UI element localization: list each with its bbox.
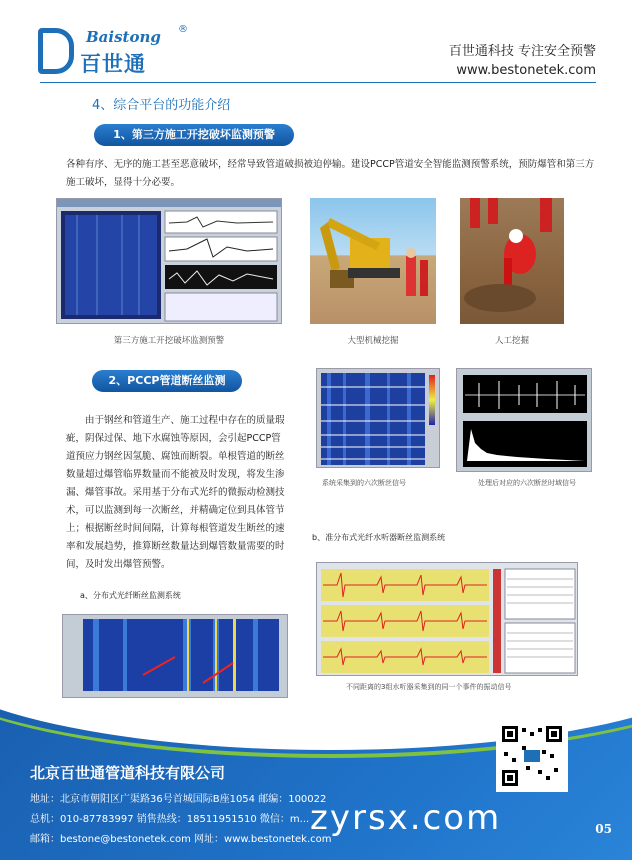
logo-cn: 百世通 bbox=[80, 52, 146, 76]
section-title: 4、综合平台的功能介绍 bbox=[92, 98, 231, 113]
subhead-b: b、准分布式光纤水听器断丝监测系统 bbox=[312, 533, 446, 542]
logo-script: Baistong bbox=[86, 28, 161, 46]
caption-hydrophone: 不同距离的3组水听器采集到的同一个事件的振动信号 bbox=[346, 683, 512, 691]
slogan-text: 百世通科技 专注安全预警 bbox=[448, 44, 596, 59]
qr-code-image bbox=[496, 720, 568, 792]
page-number: 05 bbox=[595, 822, 612, 836]
footer-phone: 总机：010-87783997 销售热线：18511951510 微信：m... bbox=[30, 814, 310, 825]
sub2-paragraph: 由于钢丝和管道生产、施工过程中存在的质量瑕疵，阴保过保、地下水腐蚀等原因，会引起PCCP管道预应力钢丝因氢脆、腐蚀而断裂。单根管道的断丝数量超过爆管临界数量而不能被及时发现，将发生渗漏、爆管事故。采用基于分布式光纤的微振动检测技术，可以监测到每一次断丝，并精确定位到具体管节上；根据断丝时间间隔，计算每根管道发生断丝的速率和发展趋势，推算断丝数量达到爆管数量需要的时间，及时发出爆管预警。 bbox=[66, 415, 285, 570]
hydrophone-image bbox=[316, 562, 578, 676]
company-logo bbox=[38, 24, 188, 76]
logo-b-mark bbox=[38, 28, 74, 74]
caption-raw-signal: 系统采集到的六次断丝信号 bbox=[322, 479, 406, 487]
header-divider bbox=[40, 82, 596, 83]
fiber-signal-image bbox=[62, 614, 288, 698]
sub1-paragraph: 各种有序、无序的施工甚至恶意破坏，经常导致管道破损被迫停输。建设PCCP管道安全智能监测预警系统，预防爆管和第三方施工破坏，显得十分必要。 bbox=[66, 159, 595, 188]
processed-signal-image bbox=[456, 368, 592, 472]
monitor-software-image bbox=[56, 198, 282, 324]
caption-software: 第三方施工开挖破坏监测预警 bbox=[113, 336, 225, 346]
sub2-title-pill: 2、PCCP管道断丝监测 bbox=[92, 370, 242, 392]
header-slogan bbox=[449, 42, 596, 80]
caption-manual: 人工挖掘 bbox=[494, 336, 529, 346]
subhead-a: a、分布式光纤断丝监测系统 bbox=[80, 591, 181, 600]
caption-excavator: 大型机械挖掘 bbox=[347, 336, 399, 346]
caption-processed-signal: 处理后对应的六次断丝时域信号 bbox=[478, 479, 576, 487]
watermark-text: zyrsx.com bbox=[310, 798, 502, 838]
sub1-title-pill: 1、第三方施工开挖破坏监测预警 bbox=[94, 124, 294, 146]
header-website[interactable]: www.bestonetek.com bbox=[456, 63, 596, 78]
manual-digging-photo bbox=[460, 198, 564, 324]
footer-email[interactable]: 邮箱：bestone@bestonetek.com 网址：www.bestonetek.com bbox=[30, 834, 332, 845]
footer-address: 地址：北京市朝阳区广渠路36号首城国际B座1054 邮编：100022 bbox=[30, 794, 327, 805]
excavator-photo bbox=[310, 198, 436, 324]
registered-mark: ® bbox=[178, 24, 188, 35]
company-name: 北京百世通管道科技有限公司 bbox=[30, 764, 226, 782]
raw-signal-image bbox=[316, 368, 440, 468]
